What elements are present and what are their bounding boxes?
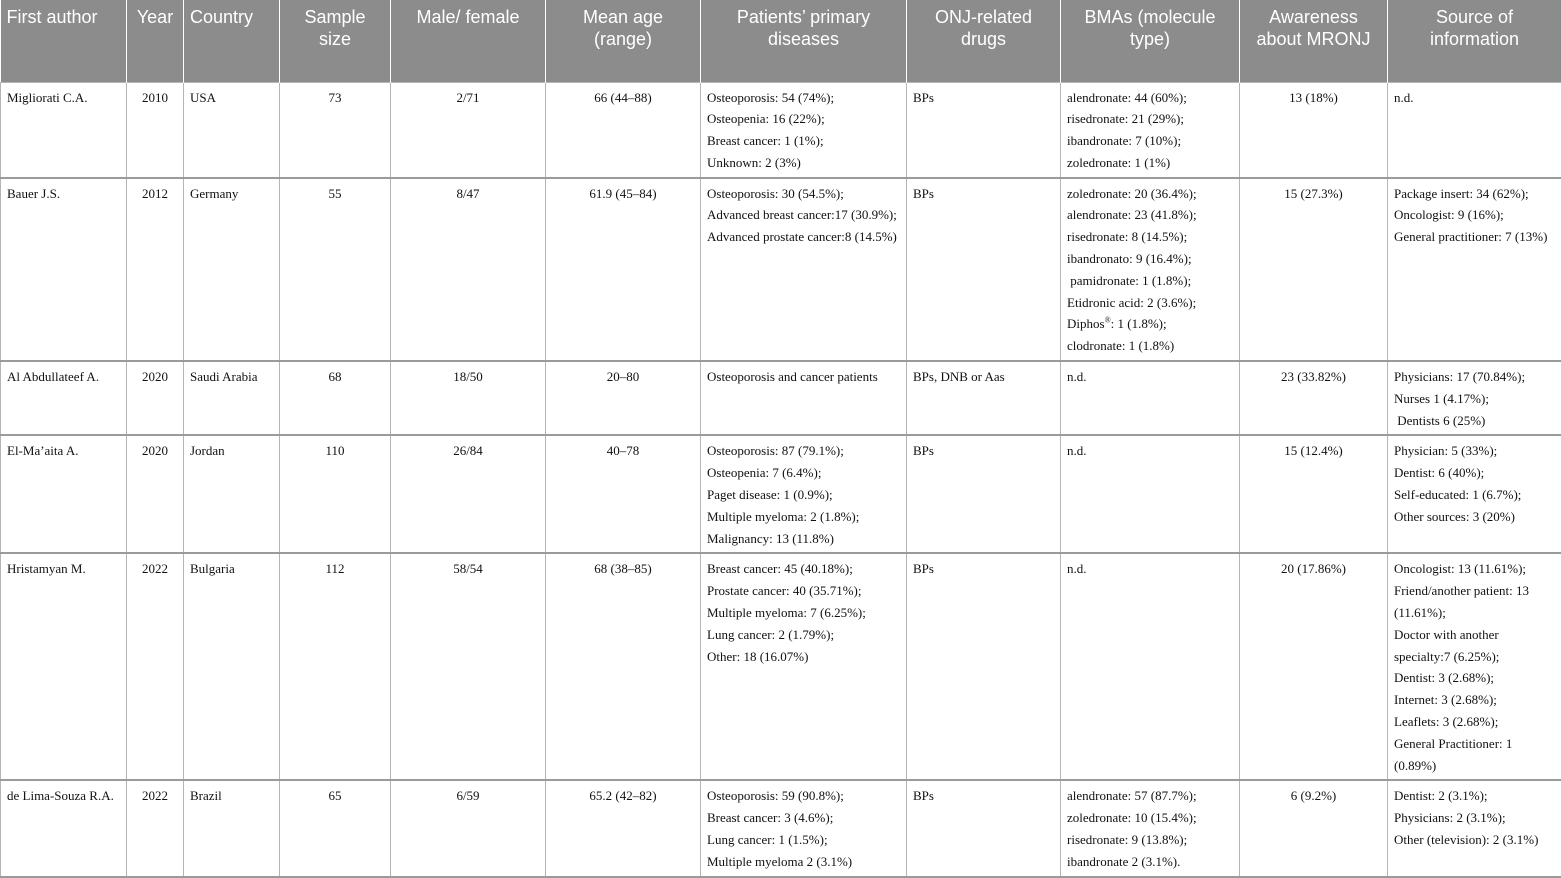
cell-age: 65.2 (42–82) (546, 780, 701, 876)
disease-line: Lung cancer: 1 (1.5%); (707, 829, 900, 851)
cell-year: 2022 (127, 780, 184, 876)
cell-author: Hristamyan M. (1, 553, 127, 780)
cell-diseases (701, 361, 907, 435)
cell-sample: 112 (280, 553, 391, 780)
disease-line: Prostate cancer: 40 (35.71%); (707, 580, 900, 602)
cell-male-female: 26/84 (391, 435, 546, 553)
header-source: Source of information (1388, 0, 1561, 82)
cell-awareness: 13 (18%) (1240, 82, 1388, 178)
source-line: Dentist: 3 (2.68%); (1394, 667, 1555, 689)
source-line: Internet: 3 (2.68%); (1394, 689, 1555, 711)
source-line: Leaflets: 3 (2.68%); (1394, 711, 1555, 733)
cell-male-female: 8/47 (391, 178, 546, 361)
source-line: Self-educated: 1 (6.7%); (1394, 484, 1555, 506)
source-line: Nurses 1 (4.17%); (1394, 388, 1555, 410)
disease-line: Multiple myeloma 2 (3.1%) (707, 851, 900, 873)
cell-bmas (1061, 780, 1240, 876)
source-line: Physicians: 17 (70.84%); (1394, 366, 1555, 388)
diphos-value: : 1 (1.8%); (1111, 316, 1167, 331)
disease-line: Osteoporosis: 87 (79.1%); (707, 440, 900, 462)
cell-male-female: 2/71 (391, 82, 546, 178)
cell-year: 2022 (127, 553, 184, 780)
cell-male-female: 58/54 (391, 553, 546, 780)
cell-sample: 68 (280, 361, 391, 435)
disease-line: Osteoporosis: 30 (54.5%); (707, 183, 900, 205)
bma-line: n.d. (1067, 558, 1233, 580)
cell-year: 2020 (127, 435, 184, 553)
disease-line: Osteoporosis and cancer patients (707, 366, 900, 388)
bma-line: zoledronate: 20 (36.4%); (1067, 183, 1233, 205)
disease-line: Unknown: 2 (3%) (707, 152, 900, 174)
cell-age: 68 (38–85) (546, 553, 701, 780)
source-line: General practitioner: 7 (13%) (1394, 226, 1555, 248)
cell-age: 61.9 (45–84) (546, 178, 701, 361)
disease-line: Osteopenia: 7 (6.4%); (707, 462, 900, 484)
disease-line: Advanced breast cancer:17 (30.9%); (707, 204, 900, 226)
cell-bmas (1061, 361, 1240, 435)
bma-line (1067, 313, 1233, 335)
disease-line: Multiple myeloma: 7 (6.25%); (707, 602, 900, 624)
source-line: Dentist: 2 (3.1%); (1394, 785, 1555, 807)
disease-line: Breast cancer: 45 (40.18%); (707, 558, 900, 580)
cell-sources (1388, 435, 1561, 553)
header-awareness: Awareness about MRONJ (1240, 0, 1388, 82)
table-row (1, 553, 1561, 780)
cell-bmas (1061, 435, 1240, 553)
bma-line: ibandronato: 9 (16.4%); (1067, 248, 1233, 270)
bma-line: alendronate: 23 (41.8%); (1067, 204, 1233, 226)
cell-diseases (701, 82, 907, 178)
cell-year: 2020 (127, 361, 184, 435)
bma-line: n.d. (1067, 440, 1233, 462)
cell-awareness: 23 (33.82%) (1240, 361, 1388, 435)
cell-country: Jordan (184, 435, 280, 553)
table-row (1, 435, 1561, 553)
header-primary-diseases: Patients’ primary diseases (701, 0, 907, 82)
cell-diseases (701, 553, 907, 780)
registered-mark: ® (1105, 316, 1111, 325)
source-line: Dentist: 6 (40%); (1394, 462, 1555, 484)
header-onj-drugs: ONJ-related drugs (907, 0, 1061, 82)
cell-drugs: BPs (907, 780, 1061, 876)
source-line: Oncologist: 9 (16%); (1394, 204, 1555, 226)
cell-sources (1388, 361, 1561, 435)
disease-line: Multiple myeloma: 2 (1.8%); (707, 506, 900, 528)
cell-sources (1388, 780, 1561, 876)
header-male-female: Male/ female (391, 0, 546, 82)
cell-male-female: 6/59 (391, 780, 546, 876)
table-row (1, 178, 1561, 361)
source-line: Other (television): 2 (3.1%) (1394, 829, 1555, 851)
source-line: Friend/another patient: 13 (11.61%); (1394, 580, 1555, 624)
cell-bmas (1061, 82, 1240, 178)
source-line: n.d. (1394, 87, 1555, 109)
header-mean-age: Mean age (range) (546, 0, 701, 82)
header-first-author: First author (1, 0, 127, 82)
cell-diseases (701, 780, 907, 876)
disease-line: Osteoporosis: 54 (74%); (707, 87, 900, 109)
cell-diseases (701, 178, 907, 361)
cell-sources (1388, 82, 1561, 178)
cell-drugs: BPs (907, 435, 1061, 553)
disease-line: Osteoporosis: 59 (90.8%); (707, 785, 900, 807)
cell-diseases (701, 435, 907, 553)
bma-line: risedronate: 9 (13.8%); (1067, 829, 1233, 851)
cell-author: de Lima-Souza R.A. (1, 780, 127, 876)
source-line: Doctor with another specialty:7 (6.25%); (1394, 624, 1555, 668)
cell-author: El-Ma’aita A. (1, 435, 127, 553)
header-bmas: BMAs (molecule type) (1061, 0, 1240, 82)
cell-country: Brazil (184, 780, 280, 876)
disease-line: Other: 18 (16.07%) (707, 646, 900, 668)
cell-awareness: 6 (9.2%) (1240, 780, 1388, 876)
bma-line: ibandronate 2 (3.1%). (1067, 851, 1233, 873)
bma-line: pamidronate: 1 (1.8%); (1067, 270, 1233, 292)
bma-line: risedronate: 8 (14.5%); (1067, 226, 1233, 248)
diphos-name: Diphos (1067, 316, 1105, 331)
cell-year: 2010 (127, 82, 184, 178)
cell-year: 2012 (127, 178, 184, 361)
bma-line: clodronate: 1 (1.8%) (1067, 335, 1233, 357)
bma-line: alendronate: 57 (87.7%); (1067, 785, 1233, 807)
cell-age: 66 (44–88) (546, 82, 701, 178)
cell-sources (1388, 178, 1561, 361)
cell-awareness: 20 (17.86%) (1240, 553, 1388, 780)
cell-drugs: BPs (907, 82, 1061, 178)
bma-line: n.d. (1067, 366, 1233, 388)
source-line: Oncologist: 13 (11.61%); (1394, 558, 1555, 580)
cell-bmas (1061, 178, 1240, 361)
cell-sample: 110 (280, 435, 391, 553)
header-sample-size: Sample size (280, 0, 391, 82)
header-year: Year (127, 0, 184, 82)
source-line: Physician: 5 (33%); (1394, 440, 1555, 462)
header-row (1, 0, 1561, 82)
cell-awareness: 15 (27.3%) (1240, 178, 1388, 361)
cell-drugs: BPs, DNB or Aas (907, 361, 1061, 435)
cell-sources (1388, 553, 1561, 780)
source-line: Package insert: 34 (62%); (1394, 183, 1555, 205)
table-row (1, 780, 1561, 876)
cell-age: 20–80 (546, 361, 701, 435)
disease-line: Osteopenia: 16 (22%); (707, 108, 900, 130)
cell-sample: 73 (280, 82, 391, 178)
cell-author: Al Abdullateef A. (1, 361, 127, 435)
disease-line: Paget disease: 1 (0.9%); (707, 484, 900, 506)
source-line: General Practitioner: 1 (0.89%) (1394, 733, 1555, 777)
bma-line: alendronate: 44 (60%); (1067, 87, 1233, 109)
bma-line: Etidronic acid: 2 (3.6%); (1067, 292, 1233, 314)
disease-line: Lung cancer: 2 (1.79%); (707, 624, 900, 646)
table-row (1, 82, 1561, 178)
cell-country: Germany (184, 178, 280, 361)
cell-bmas (1061, 553, 1240, 780)
cell-drugs: BPs (907, 553, 1061, 780)
bma-line: zoledronate: 10 (15.4%); (1067, 807, 1233, 829)
bma-line: risedronate: 21 (29%); (1067, 108, 1233, 130)
header-country: Country (184, 0, 280, 82)
cell-drugs: BPs (907, 178, 1061, 361)
cell-country: Bulgaria (184, 553, 280, 780)
cell-sample: 65 (280, 780, 391, 876)
cell-author: Migliorati C.A. (1, 82, 127, 178)
source-line: Physicians: 2 (3.1%); (1394, 807, 1555, 829)
cell-country: USA (184, 82, 280, 178)
disease-line: Breast cancer: 1 (1%); (707, 130, 900, 152)
cell-age: 40–78 (546, 435, 701, 553)
cell-sample: 55 (280, 178, 391, 361)
disease-line: Malignancy: 13 (11.8%) (707, 528, 900, 550)
bma-line: zoledronate: 1 (1%) (1067, 152, 1233, 174)
source-line: Other sources: 3 (20%) (1394, 506, 1555, 528)
cell-male-female: 18/50 (391, 361, 546, 435)
bma-line: ibandronate: 7 (10%); (1067, 130, 1233, 152)
cell-author: Bauer J.S. (1, 178, 127, 361)
source-line: Dentists 6 (25%) (1394, 410, 1555, 432)
disease-line: Advanced prostate cancer:8 (14.5%) (707, 226, 900, 248)
cell-country: Saudi Arabia (184, 361, 280, 435)
disease-line: Breast cancer: 3 (4.6%); (707, 807, 900, 829)
cell-awareness: 15 (12.4%) (1240, 435, 1388, 553)
table-row (1, 361, 1561, 435)
